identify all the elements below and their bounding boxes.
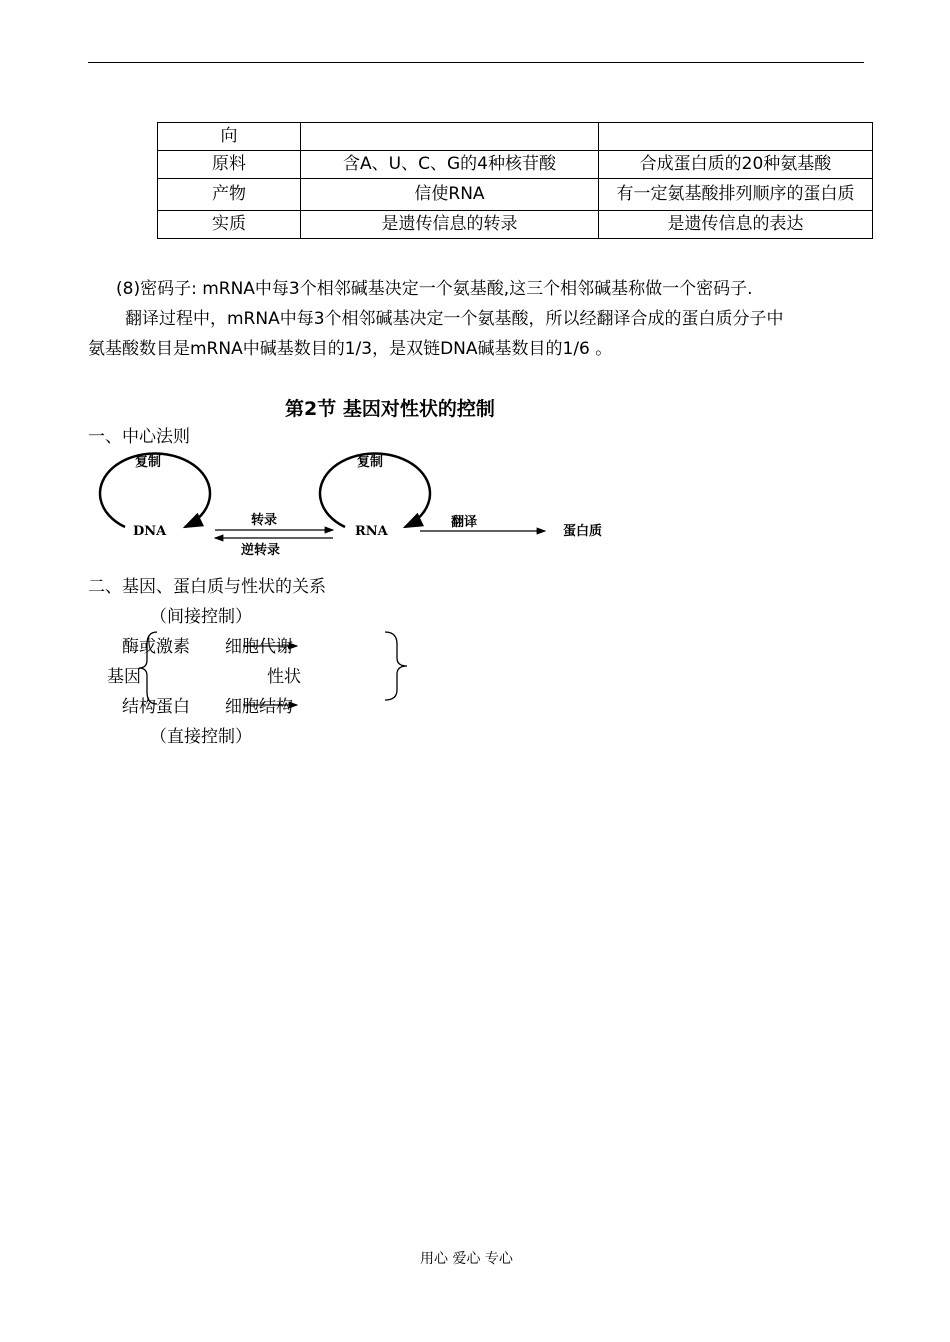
comparison-table	[157, 122, 873, 239]
replication-label-right: 复制	[357, 455, 384, 470]
heading-central-dogma: 一、中心法则	[88, 427, 190, 447]
cell-metabolism-label: 细胞代谢	[225, 637, 293, 657]
protein-label: 蛋白质	[563, 524, 603, 539]
section-title: 第2节 基因对性状的控制	[285, 398, 495, 420]
table-cell: 含A、U、C、G的4种核苷酸	[301, 151, 599, 179]
central-dogma-diagram	[95, 450, 655, 560]
table-row	[158, 123, 873, 151]
table-row	[158, 211, 873, 239]
table-cell: 是遗传信息的转录	[301, 211, 599, 239]
rna-label: RNA	[355, 524, 388, 539]
header-rule	[88, 62, 864, 63]
table-cell: 原料	[158, 151, 301, 179]
table-cell: 合成蛋白质的20种氨基酸	[599, 151, 873, 179]
gene-label: 基因	[107, 667, 141, 687]
indirect-control-label: （间接控制）	[150, 607, 252, 627]
enzyme-hormone-label: 酶或激素	[122, 637, 190, 657]
codon-paragraph: (8)密码子: mRNA中每3个相邻碱基决定一个氨基酸,这三个相邻碱基称做一个密码子.	[116, 279, 753, 299]
table-row	[158, 151, 873, 179]
cell-structure-label: 细胞结构	[225, 697, 293, 717]
translation-label: 翻译	[451, 515, 478, 530]
translation-paragraph-line1: 翻译过程中，mRNA中每3个相邻碱基决定一个氨基酸，所以经翻译合成的蛋白质分子中	[125, 309, 784, 329]
table-row	[158, 179, 873, 211]
transcription-label: 转录	[251, 513, 278, 528]
reverse-transcription-label: 逆转录	[241, 543, 281, 558]
structural-protein-label: 结构蛋白	[122, 697, 190, 717]
table-cell: 产物	[158, 179, 301, 211]
gene-relation-diagram	[135, 628, 425, 708]
table-cell: 有一定氨基酸排列顺序的蛋白质	[599, 179, 873, 211]
page-footer: 用心 爱心 专心	[420, 1251, 513, 1267]
table-cell: 是遗传信息的表达	[599, 211, 873, 239]
trait-label: 性状	[267, 667, 301, 687]
table-cell: 实质	[158, 211, 301, 239]
left-brace	[139, 632, 157, 704]
direct-control-label: （直接控制）	[150, 727, 252, 747]
table-cell: 信使RNA	[301, 179, 599, 211]
translation-paragraph-line2: 氨基酸数目是mRNA中碱基数目的1/3，是双链DNA碱基数目的1/6 。	[88, 339, 613, 359]
table-cell: 向	[158, 123, 301, 151]
heading-gene-relation: 二、基因、蛋白质与性状的关系	[88, 577, 326, 597]
table-cell	[599, 123, 873, 151]
replication-label-left: 复制	[135, 455, 162, 470]
right-brace	[385, 632, 407, 700]
table-cell	[301, 123, 599, 151]
dna-label: DNA	[133, 524, 167, 539]
